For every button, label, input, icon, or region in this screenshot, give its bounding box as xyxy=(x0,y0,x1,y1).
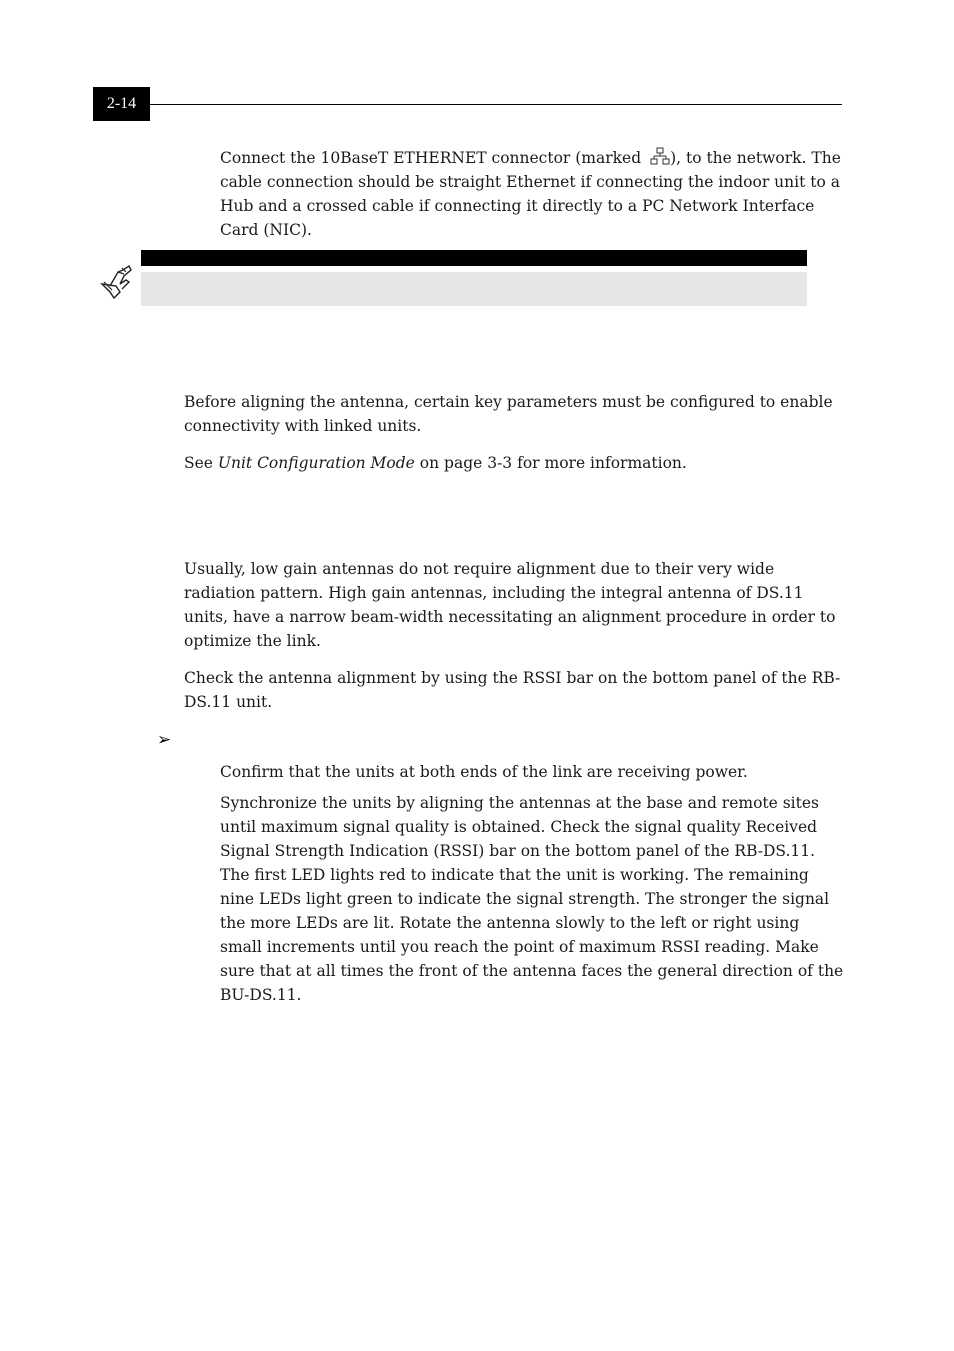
see-suffix: on page 3-3 for more information. xyxy=(414,454,687,472)
see-reference-paragraph xyxy=(184,451,844,475)
page-number-text: 2-14 xyxy=(106,95,137,112)
alignment-paragraph-1: Usually, low gain antennas do not require alignment due to their very wide radiation pattern. High gain antennas, including the integral antenna of DS.11 units, have a narrow beam-width necessitating an alignment procedure in order to optimize the link. xyxy=(184,560,836,650)
network-icon xyxy=(650,147,670,167)
see-reference-title: Unit Configuration Mode xyxy=(217,454,415,472)
see-prefix: See xyxy=(184,454,218,472)
procedure-step-1: Confirm that the units at both ends of the link are receiving power. xyxy=(220,763,748,781)
note-hand-icon xyxy=(98,262,134,300)
procedure-arrow-icon: ➢ xyxy=(157,730,172,750)
ethernet-paragraph xyxy=(220,146,844,242)
alignment-paragraph-2: Check the antenna alignment by using the RSSI bar on the bottom panel of the RB-DS.11 unit. xyxy=(184,669,841,711)
page-number xyxy=(93,87,150,121)
note-header-bar xyxy=(141,250,807,266)
procedure-step-2: Synchronize the units by aligning the antennas at the base and remote sites until maximum signal quality is obtained. Check the signal quality Received Signal Strength Indication (RSSI) bar on the bottom panel of the RB-DS.11. The first LED lights red to indicate that the unit is working. The remaining nine LEDs light green to indicate the signal strength. The stronger the signal the more LEDs are lit. Rotate the antenna slowly to the left or right using small increments until you reach the point of maximum RSSI reading. Make sure that at all times the front of the antenna faces the general direction of the BU-DS.11. xyxy=(220,794,844,1004)
ethernet-text-before: Connect the 10BaseT ETHERNET connector (marked xyxy=(220,149,647,167)
configuration-paragraph: Before aligning the antenna, certain key parameters must be configured to enable connectivity with linked units. xyxy=(184,393,833,435)
note-body xyxy=(141,272,807,306)
ethernet-text-after: ), to the network. The cable connection should be straight Ethernet if connecting the indoor unit to a Hub and a crossed cable if connecting it directly to a PC Network Interface Card (NIC). xyxy=(220,149,841,239)
header-rule xyxy=(150,104,842,105)
